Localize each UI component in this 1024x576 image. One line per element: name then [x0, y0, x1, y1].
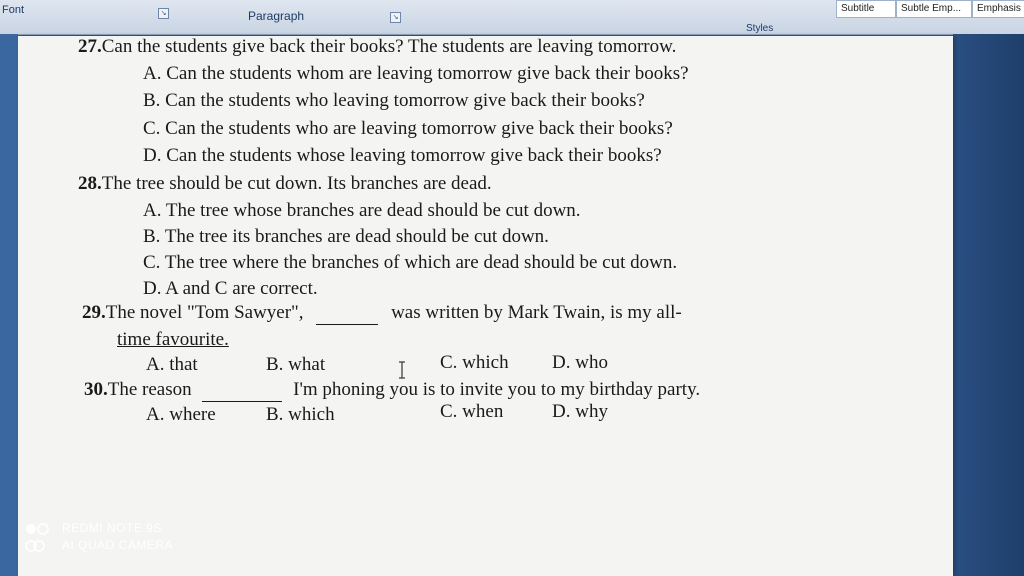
question-number: 30.	[84, 379, 108, 400]
styles-group-label: Styles	[746, 23, 774, 34]
left-margin-bar	[0, 34, 18, 576]
question-number: 28.	[78, 173, 102, 194]
paragraph-group-label: Paragraph	[248, 9, 305, 23]
font-group-label: Font	[2, 4, 25, 16]
question-text: The tree should be cut down. Its branches are dead.	[101, 173, 492, 194]
question-number: 27.	[78, 36, 102, 57]
option-29-d: D. who	[552, 352, 608, 373]
option-28-a: A. The tree whose branches are dead should be cut down.	[143, 200, 581, 221]
option-28-c: C. The tree where the branches of which are dead should be cut down.	[143, 252, 678, 273]
option-27-b: B. Can the students who leaving tomorrow give back their books?	[143, 90, 645, 111]
question-29	[82, 302, 682, 325]
question-number: 29.	[82, 302, 106, 323]
watermark-line2: AI QUAD CAMERA	[62, 538, 174, 552]
answer-blank[interactable]	[316, 302, 378, 325]
option-29-c: C. which	[440, 352, 509, 373]
option-27-a: A. Can the students whom are leaving tomorrow give back their books?	[143, 63, 689, 84]
watermark-line1: REDMI NOTE 9S	[62, 521, 162, 535]
question-text-after: I'm phoning you is to invite you to my birthday party.	[293, 379, 701, 400]
style-emphasis[interactable]: Emphasis	[972, 0, 1024, 18]
style-subtle-emphasis[interactable]: Subtle Emp...	[896, 0, 972, 18]
question-text: Can the students give back their books? The students are leaving tomorrow.	[101, 36, 677, 57]
question-text-line2: time favourite.	[117, 329, 229, 350]
style-subtitle[interactable]: Subtitle	[836, 0, 896, 18]
option-30-a: A. where	[146, 404, 216, 425]
question-27	[78, 36, 676, 58]
question-text-before: The reason	[107, 379, 192, 400]
option-28-b: B. The tree its branches are dead should be cut down.	[143, 226, 549, 247]
paragraph-dialog-launcher-icon[interactable]: ↘	[390, 12, 401, 23]
option-30-b: B. which	[266, 404, 335, 425]
option-27-c: C. Can the students who are leaving tomorrow give back their books?	[143, 118, 673, 139]
answer-blank[interactable]	[202, 379, 282, 402]
option-29-a: A. that	[146, 354, 198, 375]
option-30-d: D. why	[552, 401, 608, 422]
ribbon	[0, 0, 1024, 35]
option-30-c: C. when	[440, 401, 504, 422]
question-text-before: The novel "Tom Sawyer",	[105, 302, 304, 323]
option-29-b: B. what	[266, 354, 326, 375]
question-text-after: was written by Mark Twain, is my all-	[391, 302, 682, 323]
question-30	[84, 379, 700, 402]
right-side-panel	[953, 34, 1024, 576]
camera-watermark	[62, 520, 173, 554]
font-dialog-launcher-icon[interactable]: ↘	[158, 8, 169, 19]
camera-lens-icon	[24, 522, 54, 554]
question-29-line2	[117, 329, 229, 351]
question-28	[78, 173, 492, 195]
option-27-d: D. Can the students whose leaving tomorrow give back their books?	[143, 145, 662, 166]
option-28-d: D. A and C are correct.	[143, 278, 318, 299]
text-cursor-icon	[397, 361, 407, 379]
